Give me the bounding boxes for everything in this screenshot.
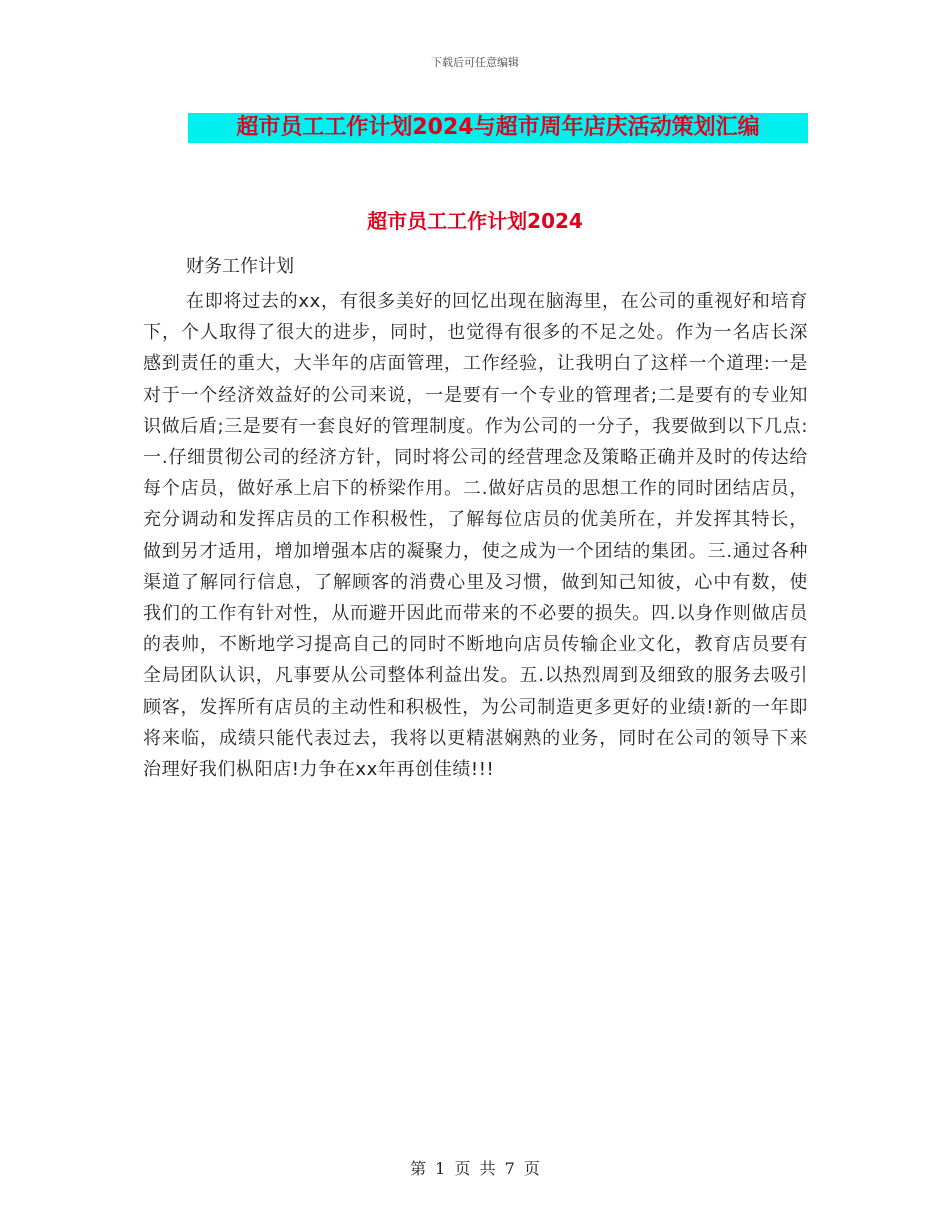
body-paragraph: 在即将过去的xx，有很多美好的回忆出现在脑海里，在公司的重视好和培育下，个人取得了很大的进步，同时，也觉得有很多的不足之处。作为一名店长深感到责任的重大，大半年的店面管理，工作经验，让我明白了这样一个道理:一是对于一个经济效益好的公司来说，一是要有一个专业的管理者;二是要有的专业知识做后盾;三是要有一套良好的管理制度。作为公司的一分子，我要做到以下几点:一.仔细贯彻公司的经济方针，同时将公司的经营理念及策略正确并及时的传达给每个店员，做好承上启下的桥梁作用。二.做好店员的思想工作的同时团结店员，充分调动和发挥店员的工作积极性，了解每位店员的优美所在，并发挥其特长，做到另才适用，增加增强本店的凝聚力，使之成为一个团结的集团。三.通过各种渠道了解同行信息，了解顾客的消费心里及习惯，做到知己知彼，心中有数，使我们的工作有针对性，从而避开因此而带来的不必要的损失。四.以身作则做店员的表帅，不断地学习提高自己的同时不断地向店员传输企业文化，教育店员要有全局团队认识，凡事要从公司整体利益出发。五.以热烈周到及细致的服务去吸引顾客，发挥所有店员的主动性和积极性，为公司制造更多更好的业绩!新的一年即将来临，成绩只能代表过去，我将以更精湛娴熟的业务，同时在公司的领导下来治理好我们枞阳店!力争在xx年再创佳绩!!! [143,291,808,781]
document-title: 超市员工工作计划2024与超市周年店庆活动策划汇编 [188,113,808,143]
section-subhead: 财务工作计划 [186,256,294,277]
page-number-footer: 第 1 页 共 7 页 [410,1159,540,1178]
header-note: 下载后可任意编辑 [431,56,519,69]
section-title: 超市员工工作计划2024 [367,209,583,233]
